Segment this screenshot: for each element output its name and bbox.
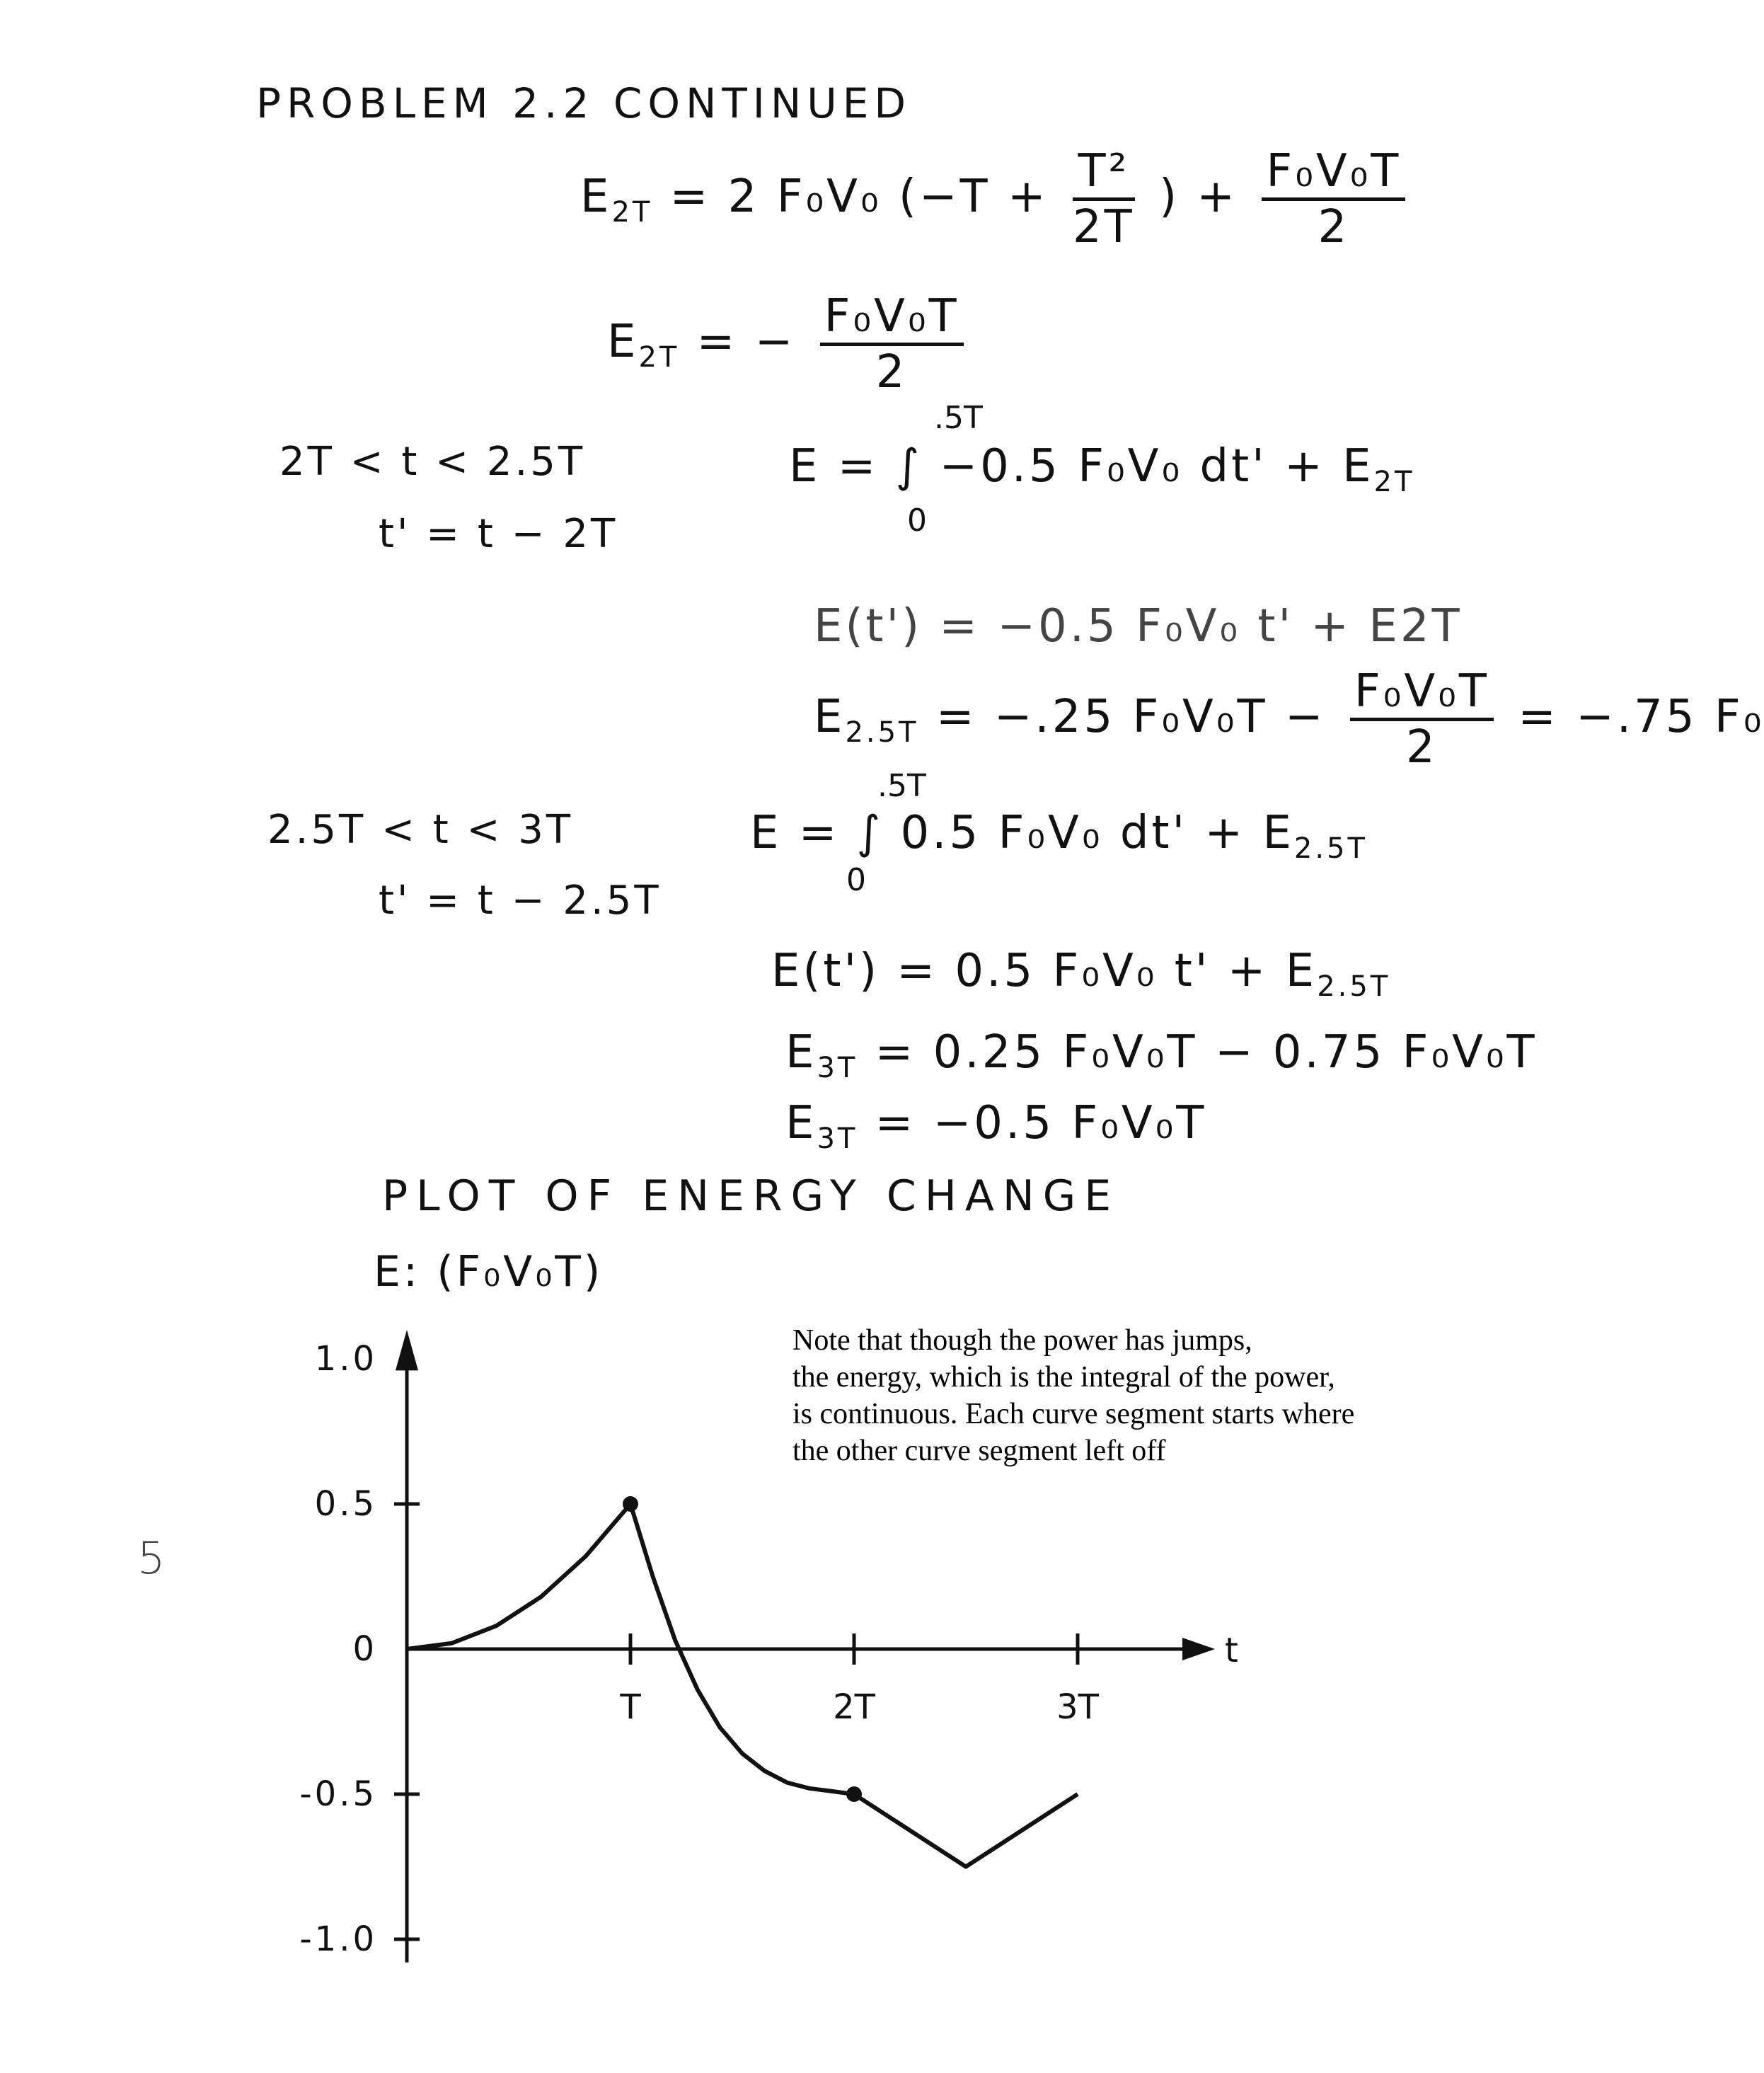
eq-lhs: E bbox=[580, 171, 612, 224]
eq-lhs-subscript: 2T bbox=[611, 195, 653, 229]
fraction-denominator: 2 bbox=[1318, 201, 1350, 253]
integral-lower-limit: 0 bbox=[846, 862, 866, 898]
substitution-1: t' = t − 2T bbox=[379, 511, 618, 557]
eq-rhs-tail: ) + bbox=[1159, 171, 1238, 224]
eq-lhs: E bbox=[785, 1097, 817, 1149]
y-axis-arrow bbox=[396, 1330, 418, 1370]
eq-lhs: E bbox=[814, 691, 846, 744]
y-tick-label: -1.0 bbox=[299, 1919, 377, 1959]
curve-junction-point bbox=[846, 1786, 862, 1802]
note-line-4: the other curve segment left off bbox=[792, 1435, 1166, 1467]
fraction-numerator: F₀V₀T bbox=[1350, 665, 1494, 721]
note-line-3: is continuous. Each curve segment starts where bbox=[792, 1398, 1355, 1430]
eq-lhs-subscript: 3T bbox=[817, 1122, 858, 1155]
integral-body: E = ∫ −0.5 F₀V₀ dt' + E bbox=[789, 440, 1374, 493]
y-tick-label: 1.0 bbox=[314, 1339, 377, 1379]
curve-junction-point bbox=[623, 1496, 638, 1512]
interval-condition-1: 2T < t < 2.5T bbox=[279, 439, 586, 485]
y-tick-label: -0.5 bbox=[299, 1774, 377, 1814]
x-tick-label: 3T bbox=[1056, 1687, 1099, 1727]
fraction-denominator: 2 bbox=[1406, 721, 1438, 774]
eq-rhs: = 0.25 F₀V₀T − 0.75 F₀V₀T bbox=[875, 1026, 1538, 1079]
eq-lhs: E bbox=[607, 316, 639, 369]
x-axis-label: t bbox=[1225, 1631, 1238, 1670]
interval-condition-2: 2.5T < t < 3T bbox=[267, 807, 574, 853]
y-tick-label: 0.5 bbox=[314, 1484, 377, 1524]
cut-off-text: E(t') = −0.5 F₀V₀ t' + E2T bbox=[814, 600, 1463, 653]
eq-rhs: = −0.5 F₀V₀T bbox=[875, 1097, 1207, 1149]
substitution-2: t' = t − 2.5T bbox=[379, 878, 662, 924]
x-axis-arrow bbox=[1182, 1638, 1215, 1660]
fraction-numerator: F₀V₀T bbox=[820, 290, 964, 346]
eq-lhs-subscript: 2.5T bbox=[845, 716, 919, 749]
y-tick-label: 0 bbox=[352, 1629, 377, 1669]
note-line-2: the energy, which is the integral of the power, bbox=[792, 1361, 1335, 1394]
x-tick-label: T bbox=[620, 1687, 641, 1727]
plot-unit-label: E: (F₀V₀T) bbox=[374, 1247, 604, 1297]
energy-curve bbox=[407, 1504, 1078, 1867]
integral-upper-limit: .5T bbox=[934, 400, 983, 436]
fraction-numerator: T² bbox=[1073, 145, 1135, 201]
page-number: 5 bbox=[137, 1532, 166, 1584]
note-line-1: Note that though the power has jumps, bbox=[792, 1324, 1252, 1357]
integral-lower-limit: 0 bbox=[907, 503, 927, 539]
integral-upper-limit: .5T bbox=[877, 768, 926, 804]
eq-rhs: = 2 F₀V₀ (−T + bbox=[669, 171, 1049, 224]
plot-heading: PLOT OF ENERGY CHANGE bbox=[382, 1171, 1120, 1221]
integral-body: E = ∫ 0.5 F₀V₀ dt' + E bbox=[750, 807, 1294, 859]
eq-subscript: 2.5T bbox=[1317, 970, 1391, 1003]
eq-lhs-subscript: 2T bbox=[638, 340, 680, 374]
eq-tail: = −.75 F₀ bbox=[1518, 691, 1764, 744]
eq-rhs: = −.25 F₀V₀T − bbox=[935, 691, 1326, 744]
x-tick-label: 2T bbox=[833, 1687, 875, 1727]
fraction-numerator: F₀V₀T bbox=[1262, 145, 1405, 201]
integral-subscript: 2T bbox=[1373, 465, 1415, 498]
eq-rhs: = − bbox=[696, 316, 796, 369]
eq-lhs: E bbox=[785, 1026, 817, 1079]
eq-lhs-subscript: 3T bbox=[817, 1051, 858, 1084]
eq-body: E(t') = 0.5 F₀V₀ t' + E bbox=[771, 945, 1318, 997]
integral-subscript: 2.5T bbox=[1293, 832, 1368, 865]
fraction-denominator: 2 bbox=[875, 346, 908, 398]
page-title: PROBLEM 2.2 CONTINUED bbox=[256, 79, 912, 127]
fraction-denominator: 2T bbox=[1072, 201, 1135, 253]
